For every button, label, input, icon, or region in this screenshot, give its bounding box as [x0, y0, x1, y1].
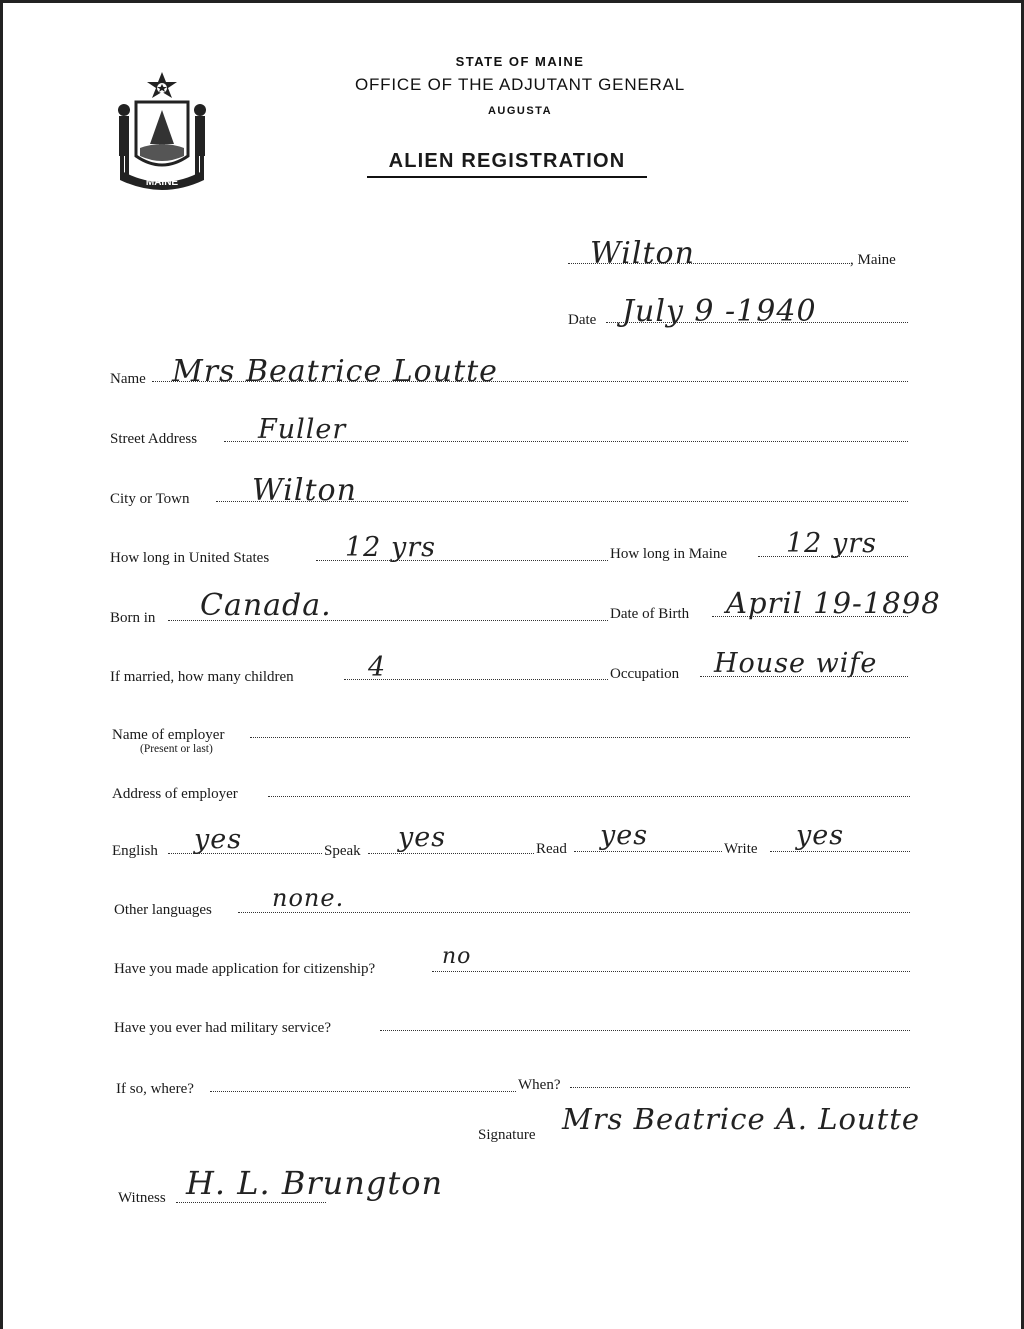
other-languages-label: Other languages	[114, 902, 212, 918]
employer-line	[250, 737, 910, 738]
citizenship-label: Have you made application for citizenship?	[114, 961, 376, 977]
where-line	[210, 1091, 516, 1092]
write-line	[770, 851, 910, 852]
english-value: yes	[194, 824, 243, 855]
other-languages-line	[238, 912, 910, 913]
read-value: yes	[600, 820, 649, 851]
military-label: Have you ever had military service?	[114, 1020, 331, 1036]
where-label: If so, where?	[116, 1081, 194, 1097]
form-title: ALIEN REGISTRATION	[367, 150, 647, 178]
signature-label: Signature	[478, 1127, 536, 1143]
date-label: Date	[568, 312, 597, 328]
name-value: Mrs Beatrice Loutte	[172, 354, 498, 389]
witness-label: Witness	[118, 1190, 166, 1206]
location-value: Wilton	[590, 236, 695, 271]
occupation-label: Occupation	[610, 666, 680, 682]
other-languages-value: none.	[272, 884, 345, 912]
employer-address-line	[268, 796, 910, 797]
when-line	[570, 1087, 910, 1088]
city-heading: AUGUSTA	[487, 105, 553, 117]
military-line	[380, 1030, 910, 1031]
birth-date-label: Date of Birth	[610, 606, 690, 622]
us-duration-label: How long in United States	[110, 550, 270, 566]
city-label: City or Town	[110, 491, 190, 507]
speak-line	[368, 853, 534, 854]
english-label: English	[112, 843, 158, 859]
write-label: Write	[724, 841, 758, 857]
when-label: When?	[518, 1077, 561, 1093]
date-value: July 9 -1940	[622, 294, 817, 329]
name-label: Name	[110, 371, 146, 387]
speak-value: yes	[398, 822, 447, 853]
occupation-value: House wife	[714, 648, 878, 679]
write-value: yes	[796, 820, 845, 851]
state-heading: STATE OF MAINE	[455, 54, 585, 69]
office-heading: OFFICE OF THE ADJUTANT GENERAL	[354, 75, 686, 94]
employer-sublabel: (Present or last)	[140, 743, 213, 755]
birthplace-value: Canada.	[200, 588, 332, 623]
employer-label: Name of employer	[112, 727, 225, 743]
location-suffix: , Maine	[850, 252, 896, 268]
signature-value: Mrs Beatrice A. Loutte	[562, 1102, 921, 1136]
maine-duration-value: 12 yrs	[786, 528, 877, 559]
us-duration-value: 12 yrs	[345, 532, 436, 563]
children-label: If married, how many children	[110, 669, 294, 685]
birth-date-value: April 19-1898	[726, 586, 941, 620]
witness-value: H. L. Brungton	[186, 1164, 444, 1202]
witness-line	[176, 1202, 326, 1203]
employer-address-label: Address of employer	[112, 786, 238, 802]
speak-label: Speak	[324, 843, 361, 859]
read-line	[574, 851, 722, 852]
street-label: Street Address	[110, 431, 198, 447]
maine-duration-label: How long in Maine	[610, 546, 728, 562]
read-label: Read	[536, 841, 567, 857]
street-value: Fuller	[258, 414, 347, 445]
citizenship-line	[432, 971, 910, 972]
english-line	[168, 853, 322, 854]
birthplace-label: Born in	[110, 610, 156, 626]
city-value: Wilton	[252, 473, 357, 508]
svg-text:MAINE: MAINE	[145, 177, 179, 188]
children-value: 4	[368, 652, 387, 683]
citizenship-value: no	[442, 944, 472, 969]
